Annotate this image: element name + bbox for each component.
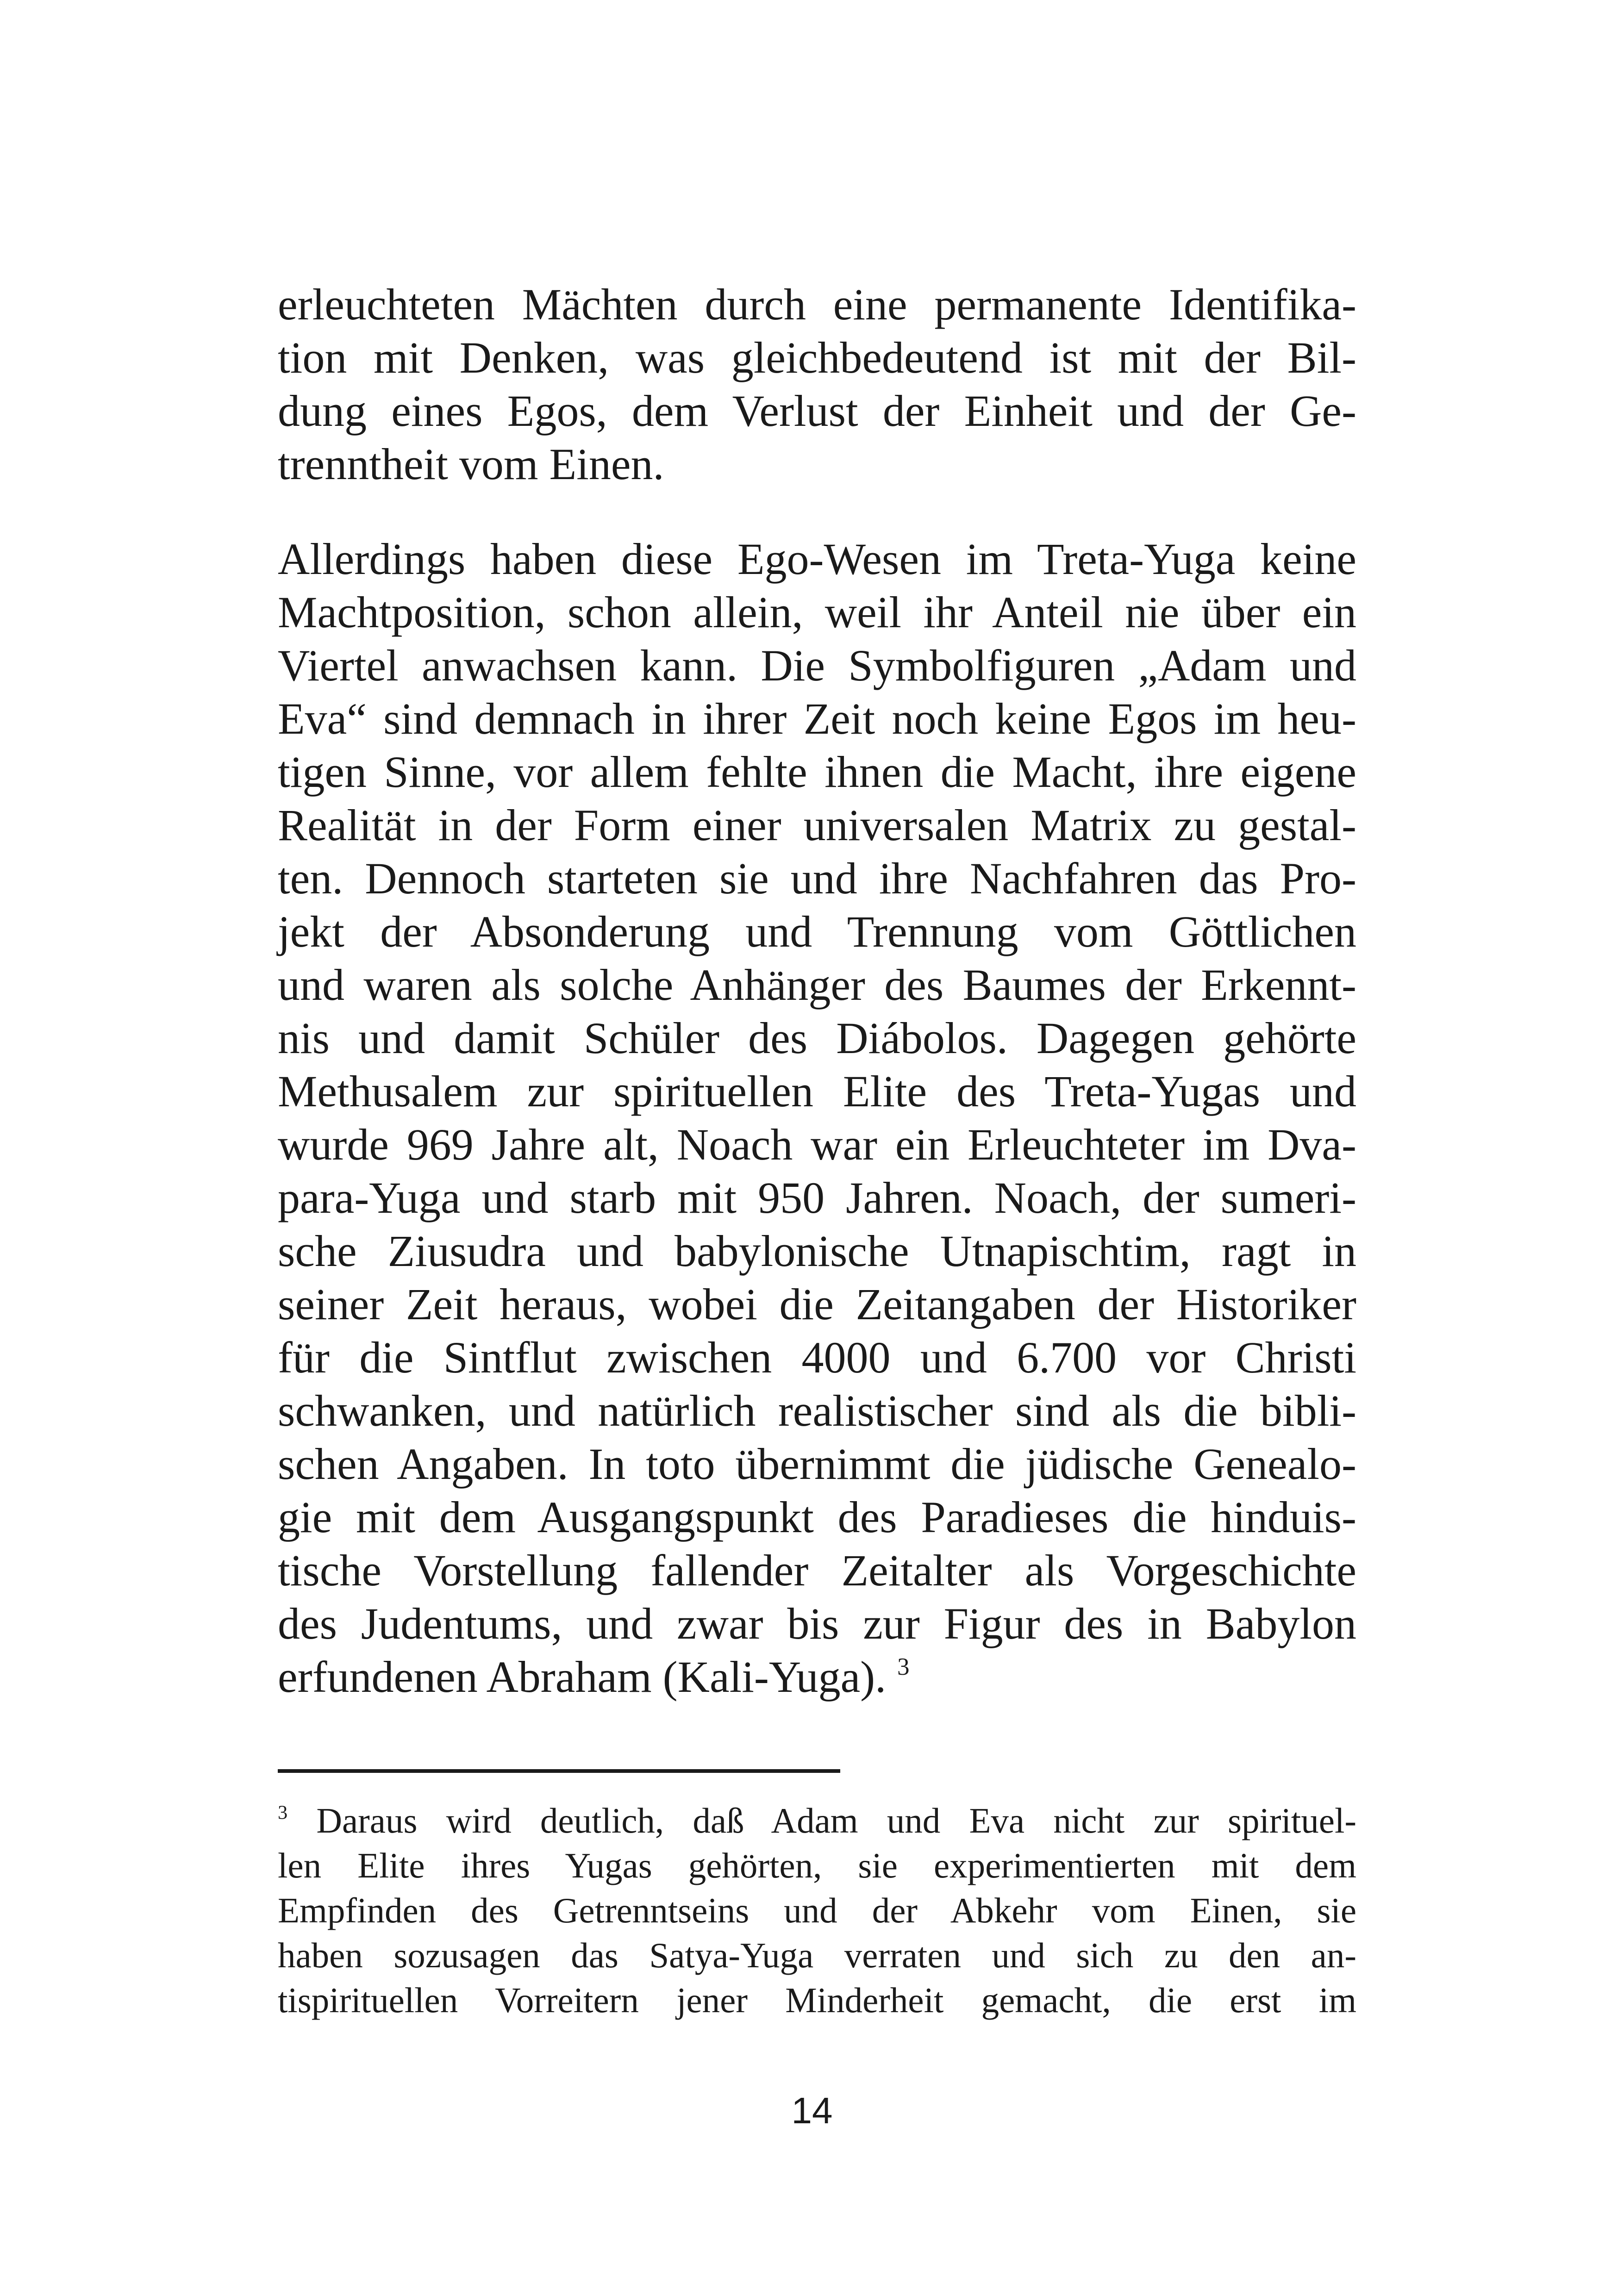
footnote-line: len Elite ihres Yugas gehörten, sie experimentierten mit dem xyxy=(278,1846,1356,1885)
footnote-line: Empfinden des Getrenntseins und der Abkehr vom Einen, sie xyxy=(278,1890,1356,1930)
page-number: 14 xyxy=(791,2090,833,2131)
footnote-separator xyxy=(278,1769,840,1773)
footnote-block xyxy=(278,1798,1356,2023)
text-line: des Judentums, und zwar bis zur Figur des in Babylon xyxy=(278,1599,1356,1648)
text-line: dung eines Egos, dem Verlust der Einheit und der Ge- xyxy=(278,386,1356,436)
footnote-line xyxy=(278,1798,1356,1843)
text-line: sche Ziusudra und babylonische Utnapischtim, ragt in xyxy=(278,1226,1356,1276)
text-line-last-content: erfundenen Abraham (Kali-Yuga). xyxy=(278,1652,898,1702)
text-line-last xyxy=(278,1650,1356,1703)
text-line: Realität in der Form einer universalen Matrix zu gestal- xyxy=(278,800,1356,850)
text-line: Allerdings haben diese Ego-Wesen im Treta-Yuga keine xyxy=(278,534,1356,584)
footnote-reference[interactable]: 3 xyxy=(897,1653,910,1681)
text-line: trenntheit vom Einen. xyxy=(278,439,664,489)
text-line: jekt der Absonderung und Trennung vom Göttlichen xyxy=(278,907,1356,956)
text-line: Machtposition, schon allein, weil ihr Anteil nie über ein xyxy=(278,587,1356,637)
footnote-line: tispirituellen Vorreitern jener Minderheit gemacht, die erst im xyxy=(278,1980,1356,2020)
text-line: gie mit dem Ausgangspunkt des Paradieses die hinduis- xyxy=(278,1492,1356,1542)
text-line: ten. Dennoch starteten sie und ihre Nachfahren das Pro- xyxy=(278,854,1356,903)
footnote-3 xyxy=(278,1798,1356,2023)
text-line: para-Yuga und starb mit 950 Jahren. Noach, der sumeri- xyxy=(278,1173,1356,1222)
footnote-marker: 3 xyxy=(278,1802,288,1824)
text-line: erleuchteten Mächten durch eine permanente Identifika- xyxy=(278,280,1356,329)
paragraph-main xyxy=(278,532,1356,1703)
text-line: wurde 969 Jahre alt, Noach war ein Erleuchteter im Dva- xyxy=(278,1120,1356,1169)
text-line: tische Vorstellung fallender Zeitalter als Vorgeschichte xyxy=(278,1546,1356,1595)
text-line: seiner Zeit heraus, wobei die Zeitangaben der Historiker xyxy=(278,1279,1356,1329)
text-line: schen Angaben. In toto übernimmt die jüdische Genealo- xyxy=(278,1439,1356,1489)
footnote-first-line-text: Daraus wird deutlich, daß Adam und Eva nicht zur spirituel- xyxy=(287,1801,1356,1840)
paragraph-continuation xyxy=(278,278,1356,491)
text-line: Eva“ sind demnach in ihrer Zeit noch keine Egos im heu- xyxy=(278,694,1356,743)
text-line: für die Sintflut zwischen 4000 und 6.700 vor Christi xyxy=(278,1333,1356,1382)
text-line: und waren als solche Anhänger des Baumes der Erkennt- xyxy=(278,960,1356,1010)
text-line: Viertel anwachsen kann. Die Symbolfiguren „Adam und xyxy=(278,641,1356,690)
text-line: tigen Sinne, vor allem fehlte ihnen die Macht, ihre eigene xyxy=(278,747,1356,797)
text-line: nis und damit Schüler des Diábolos. Dagegen gehörte xyxy=(278,1013,1356,1063)
footnote-line: haben sozusagen das Satya-Yuga verraten und sich zu den an- xyxy=(278,1935,1356,1975)
paragraph-1 xyxy=(278,278,1356,491)
paragraph-2 xyxy=(278,532,1356,1703)
text-line: schwanken, und natürlich realistischer sind als die bibli- xyxy=(278,1386,1356,1435)
text-line: tion mit Denken, was gleichbedeutend ist mit der Bil- xyxy=(278,333,1356,382)
text-line: Methusalem zur spirituellen Elite des Treta-Yugas und xyxy=(278,1066,1356,1116)
